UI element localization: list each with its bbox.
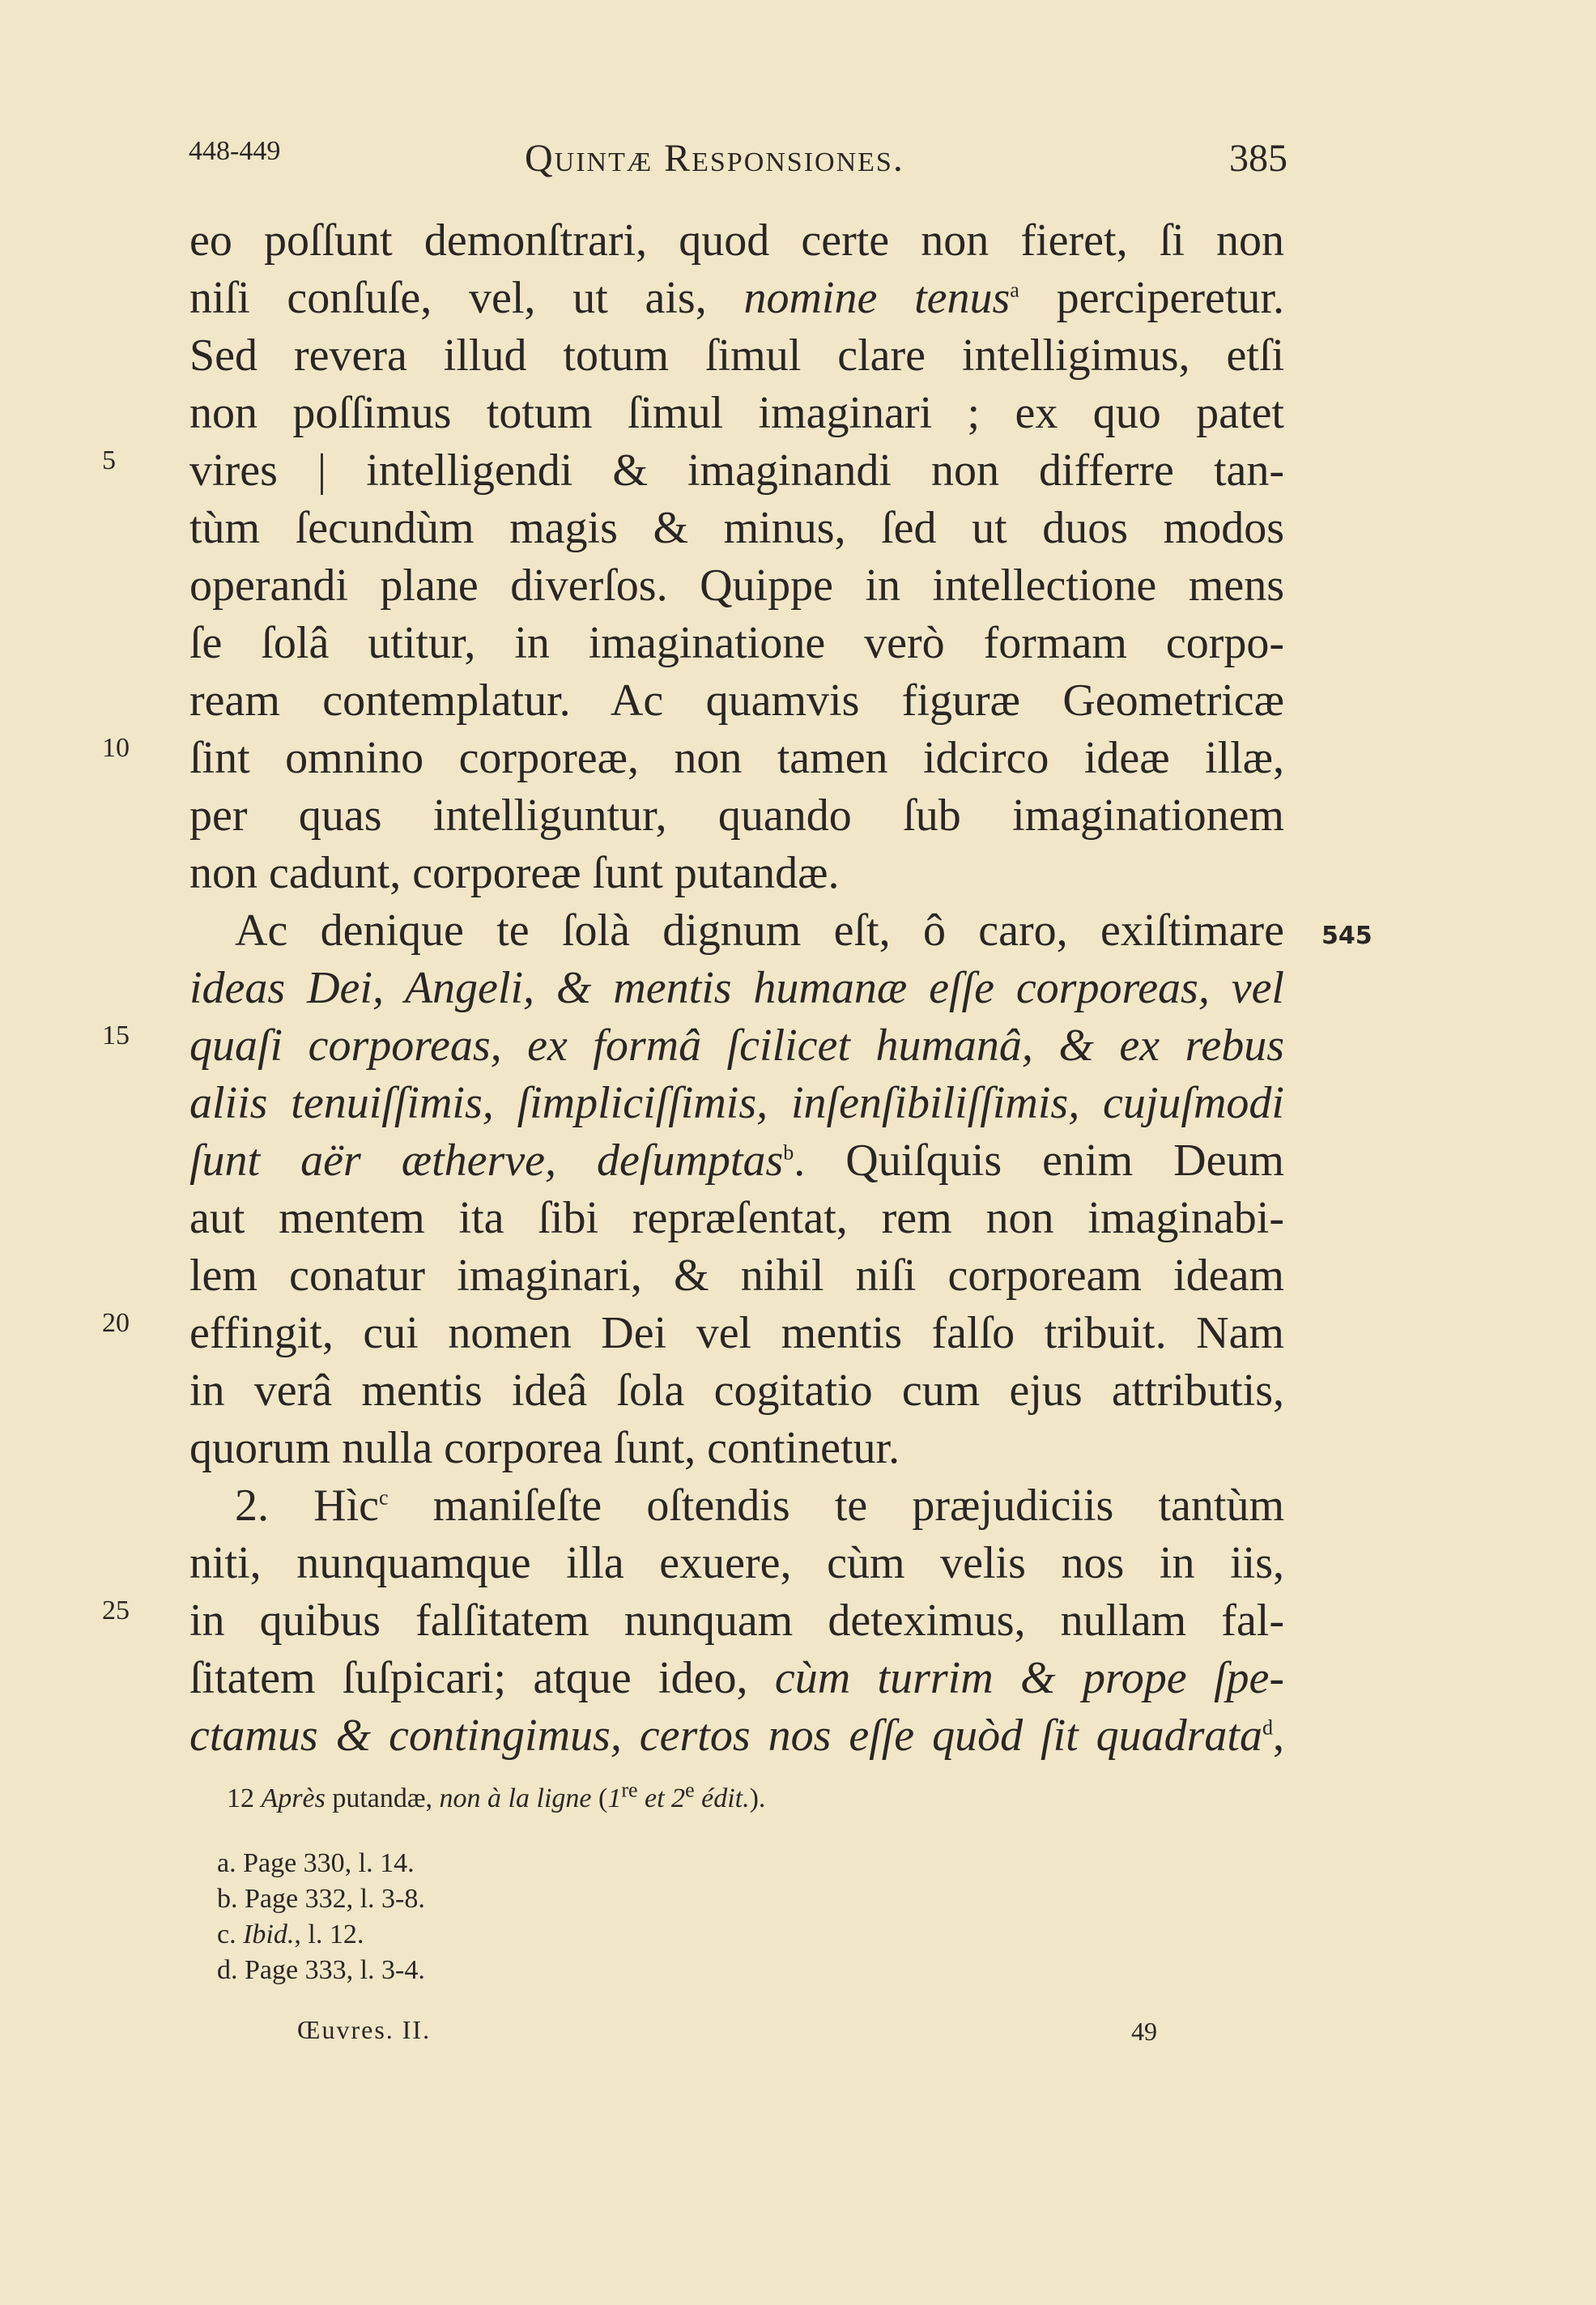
text-line: [189, 845, 1284, 902]
text-run: per quas intelliguntur, quando ſub imaginationem: [189, 790, 1284, 841]
text-run: in quibus falſitatem nunquam deteximus, nullam fal-: [189, 1596, 1284, 1646]
text-line: [189, 1362, 1284, 1420]
variant-note-run: et 2: [637, 1783, 686, 1813]
variant-note-run: Après: [261, 1783, 326, 1813]
text-line: [189, 1247, 1284, 1305]
header-page-number: 385: [1229, 137, 1287, 180]
header-running-title: Quintæ Responsiones.: [525, 137, 904, 180]
footer-signature: Œuvres. II.: [297, 2015, 432, 2044]
italic-run: cùm turrim & prope ſpe-: [774, 1653, 1284, 1703]
variant-note-run: 1: [607, 1783, 622, 1813]
text-run: quorum nulla corporea ſunt, continetur.: [189, 1423, 900, 1473]
italic-run: aliis tenuiſſimis, ſimpliciſſimis, inſenſibiliſſimis, cujuſmodi: [189, 1078, 1284, 1128]
text-line: [189, 1707, 1284, 1765]
body-text: [189, 212, 1284, 1765]
text-run: niſi conſuſe, vel, ut ais,: [189, 273, 744, 323]
line-number-20: 20: [102, 1308, 130, 1338]
variant-note-run: re: [621, 1778, 638, 1802]
text-line: [189, 787, 1284, 845]
footnote-text: Page 330, l. 14.: [243, 1848, 415, 1878]
footnote-label: c.: [217, 1919, 236, 1949]
text-line: [189, 1420, 1284, 1477]
footnote-b: [217, 1884, 425, 1915]
text-run: vires | intelligendi & imaginandi non differre tan-: [189, 445, 1284, 496]
text-run: eo poſſunt demonſtrari, quod certe non fieret, ſi non: [189, 215, 1284, 266]
text-run: ſint omnino corporeæ, non tamen idcirco ideæ illæ,: [189, 733, 1284, 783]
footnote-label: d.: [217, 1955, 238, 1985]
text-run: effingit, cui nomen Dei vel mentis falſo tribuit. Nam: [189, 1308, 1284, 1358]
footer-sheet-number: 49: [1131, 2017, 1157, 2046]
variant-note-run: putandæ,: [325, 1783, 440, 1813]
text-line: [189, 1535, 1284, 1592]
text-line: [189, 1305, 1284, 1362]
text-line: [189, 385, 1284, 442]
text-run: ſitatem ſuſpicari; atque ideo,: [189, 1653, 775, 1703]
footnote-text: Page 332, l. 3-8.: [245, 1884, 425, 1914]
variant-note-run: édit.: [694, 1783, 750, 1813]
text-run: . Quiſquis enim Deum: [794, 1135, 1284, 1186]
variant-note-run: (: [591, 1783, 608, 1813]
text-run: Sed revera illud totum ſimul clare intelligimus, etſi: [189, 330, 1284, 381]
text-line: [189, 1477, 1284, 1535]
line-number-15: 15: [102, 1020, 130, 1050]
footnote-d: [217, 1955, 425, 1986]
text-run: tùm ſecundùm magis & minus, ſed ut duos modos: [189, 503, 1284, 553]
text-line: [189, 902, 1284, 960]
footnote-label: b.: [217, 1884, 238, 1914]
text-run: operandi plane diverſos. Quippe in intellectione mens: [189, 560, 1284, 611]
line-number-5: 5: [102, 445, 116, 475]
text-run: non cadunt, corporeæ ſunt putandæ.: [189, 848, 840, 898]
text-line: [189, 327, 1284, 385]
text-run: maniſeſte oſtendis te præjudiciis tantùm: [388, 1481, 1285, 1531]
footnote-a: [217, 1848, 415, 1879]
italic-run: nomine tenus: [743, 273, 1011, 323]
text-run: ſe ſolâ utitur, in imaginatione verò formam corpo-: [189, 618, 1284, 668]
text-run: perciperetur.: [1019, 273, 1284, 323]
italic-run: quaſi corporeas, ex formâ ſcilicet humanâ, & ex rebus: [189, 1020, 1284, 1071]
text-run: aut mentem ita ſibi repræſentat, rem non imaginabi-: [189, 1193, 1284, 1243]
text-run: non poſſimus totum ſimul imaginari ; ex quo patet: [189, 388, 1284, 438]
text-run: 2. Hìc: [235, 1481, 380, 1531]
variant-note-run: 12: [227, 1783, 262, 1813]
text-line: [189, 730, 1284, 787]
text-line: [189, 1650, 1284, 1707]
footnote-text: Page 333, l. 3-4.: [245, 1955, 425, 1985]
text-line: [189, 270, 1284, 327]
text-line: [189, 672, 1284, 730]
footnote-marker: d: [1262, 1715, 1273, 1740]
text-run: ,: [1273, 1711, 1284, 1761]
text-line: [189, 960, 1284, 1017]
footnote-label: a.: [217, 1848, 236, 1878]
text-run: niti, nunquamque illa exuere, cùm velis nos in iis,: [189, 1538, 1284, 1588]
text-line: [189, 615, 1284, 672]
text-line: [189, 1190, 1284, 1247]
footnote-marker: c: [379, 1485, 389, 1510]
footnote-c: [217, 1919, 364, 1950]
text-line: [189, 1592, 1284, 1650]
text-run: ream contemplatur. Ac quamvis figuræ Geometricæ: [189, 675, 1284, 726]
text-line: [189, 557, 1284, 615]
text-line: [189, 442, 1284, 500]
line-number-10: 10: [102, 733, 130, 763]
footnote-marker: b: [783, 1140, 794, 1165]
line-number-25: 25: [102, 1596, 130, 1625]
header-folio-range: 448-449: [189, 136, 281, 166]
text-run: Ac denique te ſolà dignum eſt, ô caro, exiſtimare: [235, 905, 1284, 956]
text-line: [189, 1075, 1284, 1132]
italic-run: ſunt aër ætherve, deſumptas: [189, 1135, 784, 1186]
margin-edition-number: 545: [1321, 922, 1373, 950]
variant-note: [227, 1778, 766, 1814]
text-line: [189, 1132, 1284, 1190]
footnote-marker: a: [1010, 278, 1019, 302]
variant-note-run: ).: [749, 1783, 766, 1813]
text-line: [189, 500, 1284, 557]
text-run: lem conatur imaginari, & nihil niſi corpoream ideam: [189, 1250, 1284, 1301]
italic-run: ctamus & contingimus, certos nos eſſe quòd ſit quadrata: [189, 1711, 1262, 1761]
text-line: [189, 212, 1284, 270]
text-line: [189, 1017, 1284, 1075]
italic-run: ideas Dei, Angeli, & mentis humanæ eſſe corporeas, vel: [189, 963, 1284, 1013]
text-run: in verâ mentis ideâ ſola cogitatio cum ejus attributis,: [189, 1366, 1284, 1416]
variant-note-run: non à la ligne: [439, 1783, 592, 1813]
footnote-text: , l. 12.: [294, 1919, 364, 1949]
variant-note-run: e: [685, 1778, 695, 1802]
footnote-text-italic: Ibid.: [243, 1919, 295, 1949]
